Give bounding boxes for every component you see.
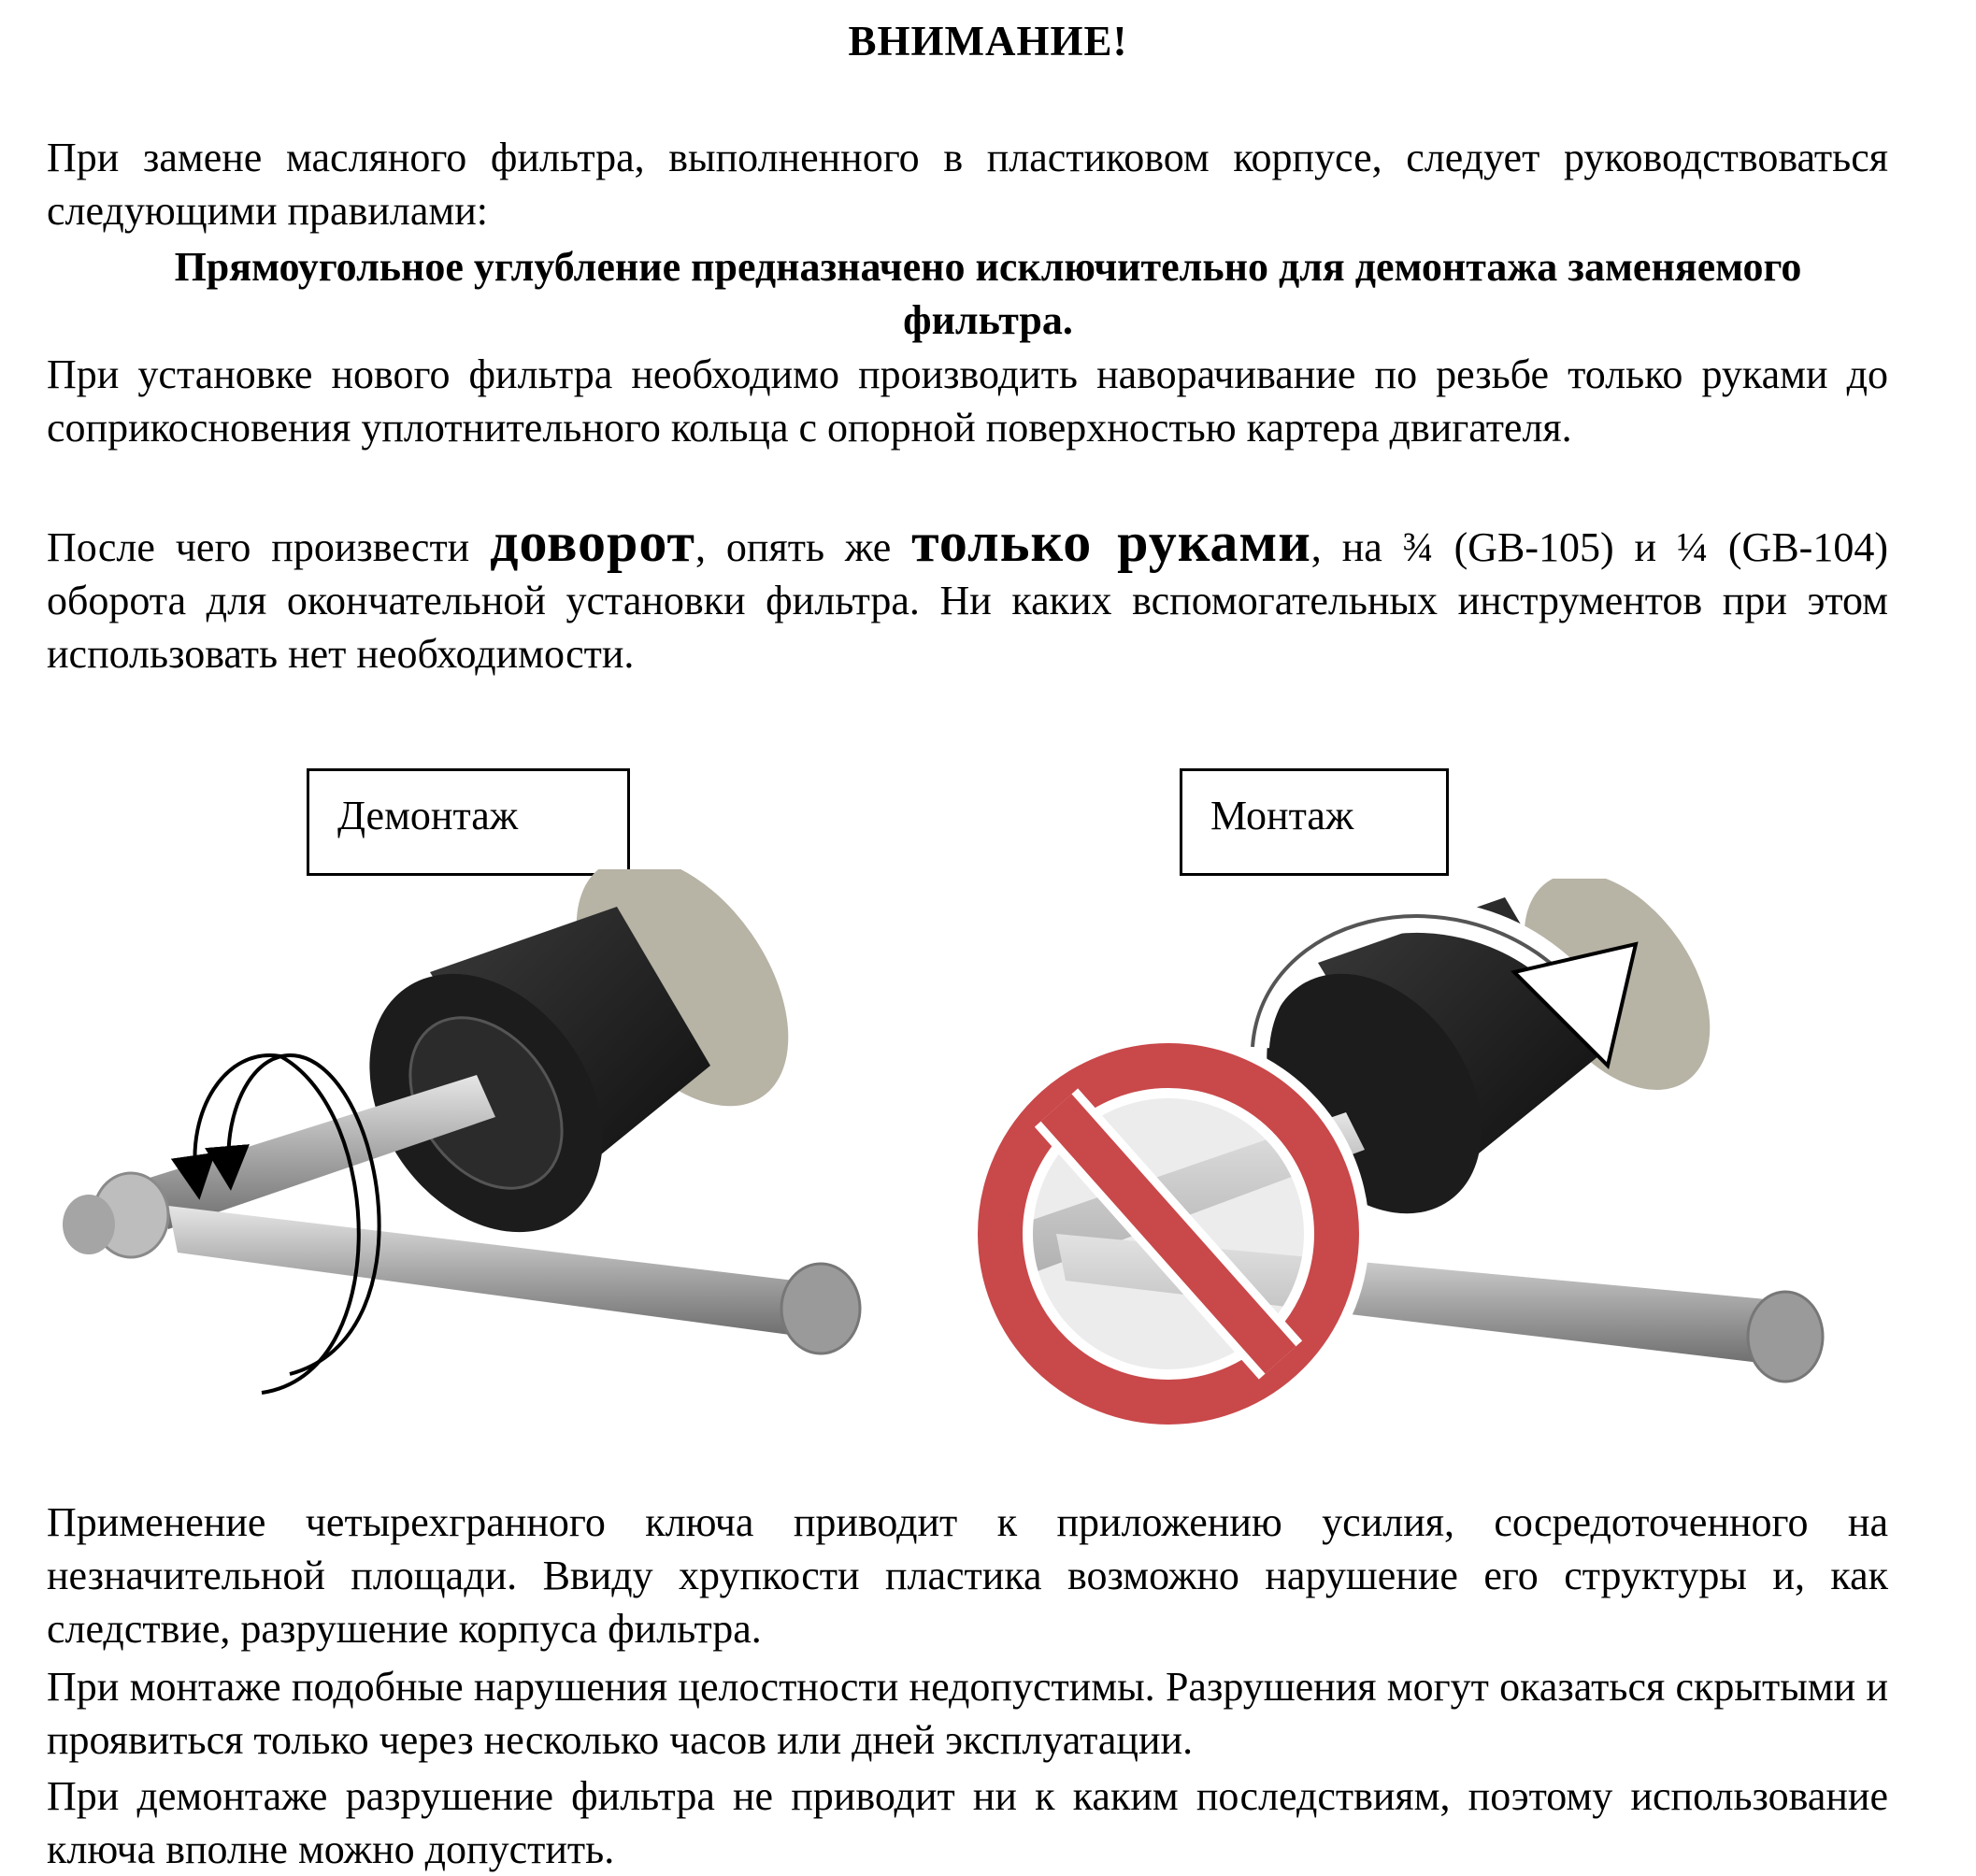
fraction-one-quarter: ¼ xyxy=(1677,524,1708,570)
turn-text-5: (GB-104) оборота для окончательной установки фильтра. Ни каких вспомогательных инструментов при этом использовать нет необходимости. xyxy=(47,524,1888,677)
label-box-mount xyxy=(1180,768,1449,876)
dismount-illustration xyxy=(37,869,879,1439)
install-paragraph: При установке нового фильтра необходимо производить наворачивание по резьбе только руками до соприкосновения уплотнительного кольца с опорной поверхностью картера двигателя. xyxy=(47,351,1888,451)
turn-text-4: (GB-105) и xyxy=(1433,524,1677,570)
rule-bold-text: Прямоугольное углубление предназначено исключительно для демонтажа заменяемого фильтра. xyxy=(174,244,1802,343)
turn-paragraph xyxy=(47,511,1888,680)
turn-text-3: , на xyxy=(1310,524,1403,570)
dismount-paragraph: При демонтаже разрушение фильтра не приводит ни к каким последствиям, поэтому использование ключа вполне можно допустить. xyxy=(47,1773,1888,1872)
turn-text-2: , опять же xyxy=(695,524,912,570)
mount-paragraph: При монтаже подобные нарушения целостности недопустимы. Разрушения могут оказаться скрытыми и проявиться только через несколько часов или дней эксплуатации. xyxy=(47,1664,1888,1763)
prohibition-sign-icon xyxy=(972,1038,1365,1430)
turn-text-1: После чего произвести xyxy=(47,524,491,570)
turn-emphasis-dovorot: доворот xyxy=(490,511,696,573)
label-dismount: Демонтаж xyxy=(337,793,519,838)
fraction-three-quarters: ¾ xyxy=(1402,524,1434,570)
turn-emphasis-hands: только руками xyxy=(911,511,1311,573)
page-title: ВНИМАНИЕ! xyxy=(848,18,1128,64)
label-mount: Монтаж xyxy=(1210,793,1354,838)
intro-paragraph: При замене масляного фильтра, выполненного в пластиковом корпусе, следует руководствоваться следующими правилами: xyxy=(47,135,1888,234)
label-box-dismount xyxy=(307,768,630,876)
mount-illustration xyxy=(963,879,1897,1439)
wrench-paragraph: Применение четырехгранного ключа приводит к приложению усилия, сосредоточенного на незначительной площади. Ввиду хрупкости пластика возможно нарушение его структуры и, как следствие, разрушение корпуса фильтра. xyxy=(47,1499,1888,1652)
